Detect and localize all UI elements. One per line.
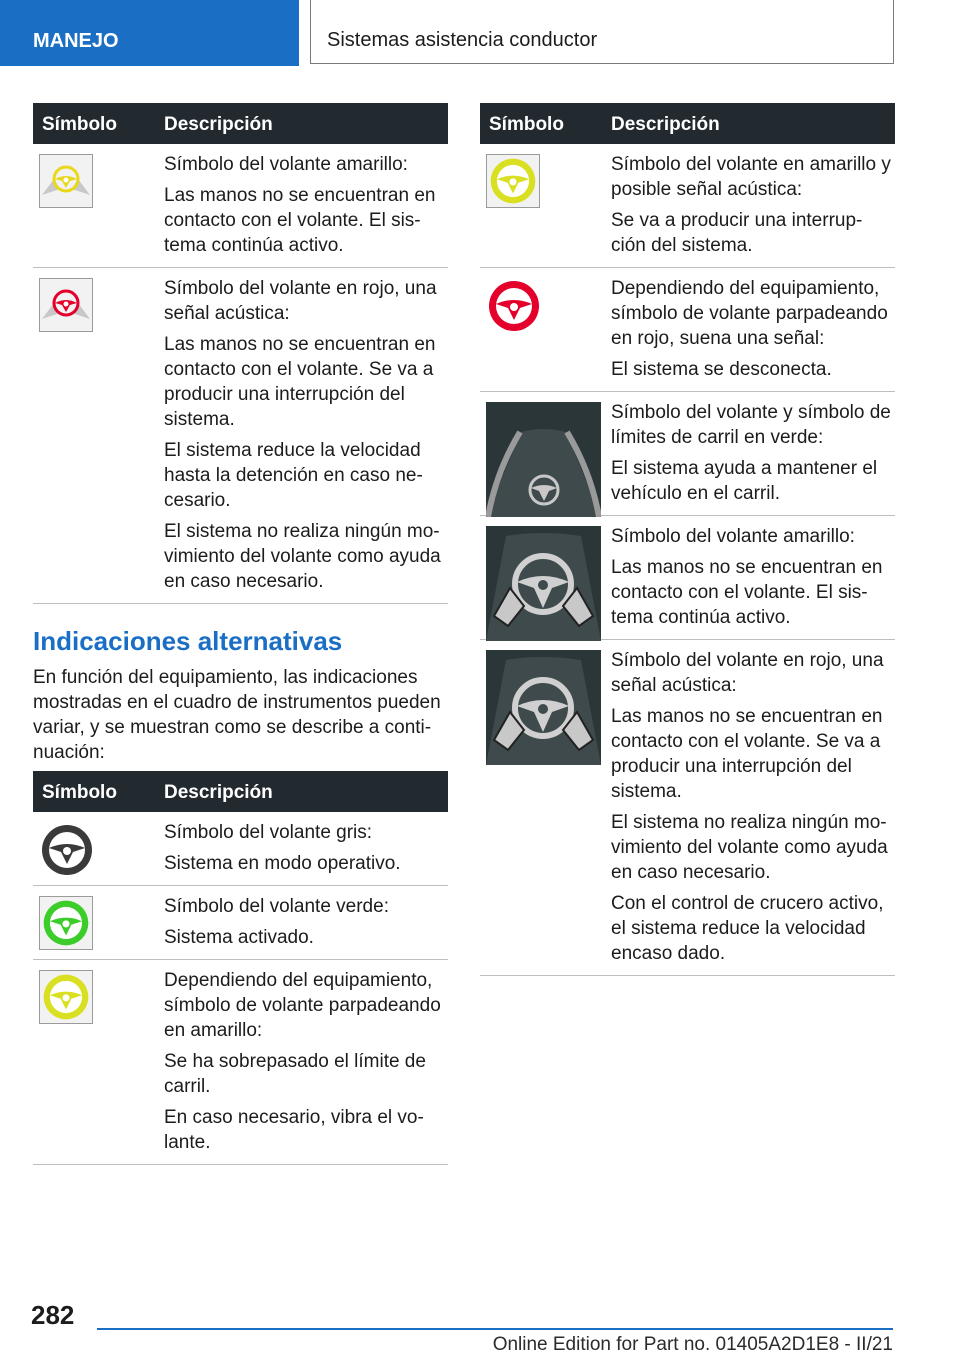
desc-line: Las manos no se encuentran en contacto con el volante. El sis- tema continúa activo.: [611, 557, 883, 628]
header-description: Descripción: [164, 114, 273, 135]
desc-line: Símbolo del volante gris:: [164, 822, 373, 843]
symbol-table-alt: [33, 771, 448, 1165]
section-intro: En función del equipamiento, las indicaciones mostradas en el cuadro de instrumentos pueden variar, y se muestran como se describe a conti- nuación:: [33, 667, 441, 763]
lane-view-hands-icon: [486, 526, 601, 641]
header-symbol: Símbolo: [489, 114, 564, 135]
header-symbol: Símbolo: [42, 782, 117, 803]
table-row: [480, 516, 895, 640]
desc-line: El sistema no realiza ningún mo- vimiento del volante como ayuda en caso necesario.: [164, 521, 441, 592]
chapter-tab: [0, 0, 299, 66]
desc-line: Símbolo del volante en amarillo y posible señal acústica:: [611, 154, 891, 200]
table-row: [480, 144, 895, 268]
header-description: Descripción: [611, 114, 720, 135]
desc-line: Se va a producir una interrup- ción del sistema.: [611, 210, 863, 256]
footer-divider: [97, 1328, 893, 1330]
desc-line: Símbolo del volante amarillo:: [164, 154, 408, 175]
steering-wheel-yellow-icon: [39, 970, 93, 1024]
table-header: [33, 771, 448, 812]
desc-line: Dependiendo del equipamiento, símbolo de volante parpadeando en rojo, suena una señal:: [611, 278, 888, 349]
desc-line: El sistema ayuda a mantener el vehículo en el carril.: [611, 458, 878, 504]
table-row: [480, 268, 895, 392]
table-row: [33, 812, 448, 886]
table-row: [33, 960, 448, 1165]
steering-wheel-gray-icon: [39, 822, 95, 883]
steering-wheel-red-hands-icon: [39, 278, 93, 332]
chapter-label: MANEJO: [33, 30, 119, 52]
page-header-title: Sistemas asistencia conductor: [327, 29, 598, 51]
footer-edition: Online Edition for Part no. 01405A2D1E8 - II/21: [492, 1334, 893, 1355]
desc-line: Símbolo del volante verde:: [164, 896, 389, 917]
table-row: [480, 640, 895, 976]
symbol-table-right: [480, 103, 895, 976]
steering-wheel-red-icon: [486, 278, 542, 339]
lane-view-wheel-icon: [486, 402, 601, 517]
symbol-table-left: [33, 103, 448, 604]
header-symbol: Símbolo: [42, 114, 117, 135]
desc-line: Las manos no se encuentran en contacto con el volante. Se va a producir una interrupción del sistema.: [164, 334, 436, 430]
table-row: [33, 144, 448, 268]
page-number: 282: [31, 1300, 75, 1330]
desc-line: En caso necesario, vibra el vo- lante.: [164, 1107, 424, 1153]
table-row: [33, 268, 448, 604]
steering-wheel-green-icon: [39, 896, 93, 950]
desc-line: Las manos no se encuentran en contacto con el volante. Se va a producir una interrupción del sistema.: [611, 706, 883, 802]
desc-line: El sistema reduce la velocidad hasta la detención en caso ne- cesario.: [164, 440, 423, 511]
desc-line: Dependiendo del equipamiento, símbolo de volante parpadeando en amarillo:: [164, 970, 441, 1041]
table-row: [480, 392, 895, 516]
desc-line: Símbolo del volante amarillo:: [611, 526, 855, 547]
header-description: Descripción: [164, 782, 273, 803]
steering-wheel-yellow-icon: [486, 154, 540, 208]
desc-line: Sistema en modo operativo.: [164, 853, 401, 874]
desc-line: Con el control de crucero activo, el sistema reduce la velocidad encaso dado.: [611, 893, 884, 964]
desc-line: Se ha sobrepasado el límite de carril.: [164, 1051, 426, 1097]
page-header: [310, 0, 894, 64]
desc-line: Símbolo del volante y símbolo de límites de carril en verde:: [611, 402, 891, 448]
desc-line: Sistema activado.: [164, 927, 314, 948]
desc-line: El sistema no realiza ningún mo- vimiento del volante como ayuda en caso necesario.: [611, 812, 888, 883]
table-header: [33, 103, 448, 144]
table-row: [33, 886, 448, 960]
lane-view-hands-red-icon: [486, 650, 601, 765]
desc-line: Las manos no se encuentran en contacto con el volante. El sis- tema continúa activo.: [164, 185, 436, 256]
section-title: Indicaciones alternativas: [33, 626, 343, 656]
steering-wheel-yellow-hands-icon: [39, 154, 93, 208]
desc-line: Símbolo del volante en rojo, una señal acústica:: [611, 650, 884, 696]
desc-line: El sistema se desconecta.: [611, 359, 832, 380]
table-header: [480, 103, 895, 144]
desc-line: Símbolo del volante en rojo, una señal acústica:: [164, 278, 437, 324]
